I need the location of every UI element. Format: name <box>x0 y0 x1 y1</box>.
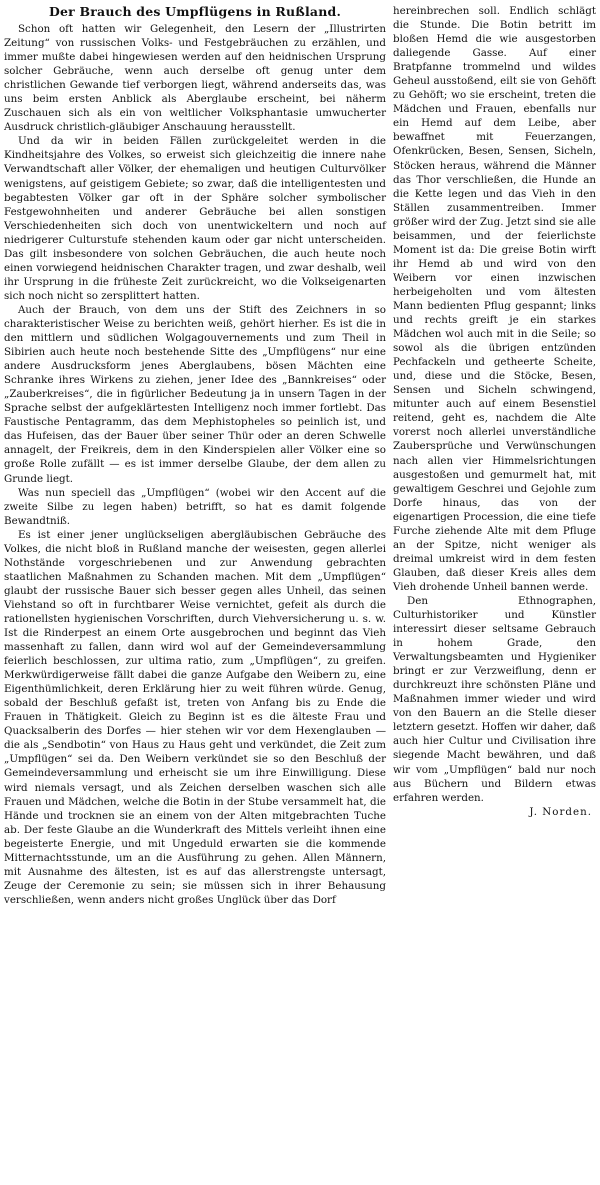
author-signature: J. Norden. <box>529 805 592 818</box>
paragraph: Und da wir in beiden Fällen zurückgeleitet werden in die Kindheitsjahre des Volkes, so erweist sich gleichzeitig die innere nahe Verwandtschaft aller Völker, der ehemaligen und heutigen Culturvölker wenigstens, auf geistigem Gebiete; so zwar, daß die intelligentesten und begabtesten Völker gar oft in der Sphäre solcher symbolischer Festgewohnheiten und anderer Gebräuche bei allen sonstigen Verschiedenheiten sich doch von unentwickeltern und noch auf niedrigerer Culturstufe stehenden kaum oder gar nicht unterscheiden. Das gilt insbesondere von solchen Gebräuchen, die auch heute noch einen vorwiegend heidnischen Charakter tragen, und zwar deshalb, weil ihr Ursprung in die früheste Zeit zurückreicht, wo die Volkseigenarten sich noch nicht so zersplittert hatten. <box>4 135 386 302</box>
article-title: Der Brauch des Umpflügens in Rußland. <box>48 4 342 19</box>
paragraph: Was nun speciell das „Umpflügen“ (wobei wir den Accent auf die zweite Silbe zu legen haben) betrifft, so hat es damit folgende Bewandtniß. <box>4 486 386 527</box>
paragraph: Es ist einer jener unglückseligen abergläubischen Gebräuche des Volkes, die nicht bloß in Rußland manche der weisesten, gegen allerlei Nothstände vorgeschriebenen und zur Anwendung gebrachten staatlichen Maßnahmen zu Schanden machen. Mit dem „Umpflügen“ glaubt der russische Bauer sich besser gegen alles Unheil, das seinen Viehstand so oft in furchtbarer Weise vernichtet, gefeit als durch die rationellsten hygienischen Vorschriften, durch Viehversicherung u. s. w. Ist die Rinderpest an einem Orte ausgebrochen und beginnt das Vieh massenhaft zu fallen, dann wird wol auf der Gemeindeversammlung feierlich beschlossen, zur ultima ratio, zum „Umpflügen“, zu greifen. Merkwürdigerweise fällt dabei die ganze Aufgabe den Weibern zu, eine Eigenthümlichkeit, deren Erklärung hier zu weit führen würde. Genug, sobald der Beschluß gefaßt ist, treten von Anfang bis zu Ende die Frauen in Thätigkeit. Gleich zu Beginn ist es die älteste Frau und Quacksalberin des Dorfes — hier stehen wir vor dem Hexenglauben — die als „Sendbotin“ von Haus zu Haus geht und verkündet, die Zeit zum „Umpflügen“ sei da. Den Weibern verkündet sie so den Beschluß der Gemeindeversammlung und erheischt sie um ihre Einwilligung. Diese wird niemals versagt, und als Zeichen derselben waschen sich alle Frauen und Mädchen, welche die Botin in der Stube versammelt hat, die Hände und trocknen sie an einem von der Alten mitgebrachten Tuche ab. Der feste Glaube an die Wunderkraft des Mittels verleiht ihnen eine begeisterte Energie, und mit Ungeduld erwarten sie die kommende Mitternachtsstunde, um an die Ausführung zu gehen. Allen Männern, mit Ausnahme des ältesten, ist es auf das allerstrengste untersagt, Zeuge der Ceremonie zu sein; sie müssen sich in ihrer Behausung verschließen, wenn anders nicht großes Unglück über das Dorf <box>4 528 386 906</box>
paragraph: Schon oft hatten wir Gelegenheit, den Lesern der „Illustrirten Zeitung“ von russischen Volks- und Festgebräuchen zu erzählen, und immer mußte dabei hingewiesen werden auf den heidnischen Ursprung solcher Gebräuche, wenn auch derselbe oft genug unter dem christlichen Gewande tief verborgen liegt, während anderseits das, was uns beim ersten Anblick als Aberglaube erscheint, bei näherm Zuschauen sich als ein von weltlicher Volksphantasie umwucherter Ausdruck christlich-gläubiger Anschauung herausstellt. <box>4 23 386 134</box>
paragraph: Den Ethnographen, Culturhistoriker und Künstler interessirt dieser seltsame Gebrauch in hohem Grade, den Verwaltungsbeamten und Hygieniker bringt er zur Verzweiflung, denn er durchkreuzt ihre schönsten Pläne und Maßnahmen immer wieder und wird von den Bauern an die Stelle dieser letztern gesetzt. Hoffen wir daher, daß auch hier Cultur und Civilisation ihre siegende Macht bewähren, und daß wir vom „Umpflügen“ bald nur noch aus Büchern und Bildern etwas erfahren werden. <box>393 594 596 804</box>
left-column <box>4 4 386 907</box>
paragraph: hereinbrechen soll. Endlich schlägt die Stunde. Die Botin betritt im bloßen Hemd die wie ausgestorben daliegende Gasse. Auf einer Bratpfanne trommelnd und wildes Geheul ausstoßend, eilt sie von Gehöft zu Gehöft; wo sie erscheint, treten die Mädchen und Frauen, ebenfalls nur ein Hemd auf dem Leibe, aber bewaffnet mit Feuerzangen, Ofenkrücken, Besen, Sensen, Sicheln, Stöcken heraus, während die Männer das Thor verschließen, die Hunde an die Kette legen und das Vieh in den Ställen zusammentreiben. Immer größer wird der Zug. Jetzt sind sie alle beisammen, und der feierlichste Moment ist da: Die greise Botin wirft ihr Hemd ab und wird von den Weibern vor einen inzwischen herbeigeholten und vom ältesten Mann bedienten Pflug gespannt; links und rechts greift je ein starkes Mädchen wol auch mit in die Seile; so sowol als die übrigen entzünden Pechfackeln und getheerte Scheite, und, diese und die Stöcke, Besen, Sensen und Sicheln schwingend, mitunter auch auf einem Besenstiel reitend, geht es, nachdem die Alte vorerst noch allerlei unverständliche Zaubersprüche und Verwünschungen nach allen vier Himmelsrichtungen ausgestoßen und gemurmelt hat, mit gewaltigem Geschrei und Gejohle zum Dorfe hinaus, das von der eigenartigen Procession, die eine tiefe Furche ziehende Alte mit dem Pfluge an der Spitze, nicht weniger als dreimal umkreist wird in dem festen Glauben, daß dieser Kreis alles dem Vieh drohende Unheil bannen werde. <box>393 5 596 593</box>
paragraph: Auch der Brauch, von dem uns der Stift des Zeichners in so charakteristischer Weise zu berichten weiß, gehört hierher. Es ist die in den mittlern und südlichen Wolgagouvernements und zum Theil in Sibirien auch heute noch bestehende Sitte des „Umpflügens“ nur eine andere Ausdrucksform jenes Aberglaubens, bösen Mächten eine Schranke ihres Wirkens zu ziehen, jener Idee des „Bannkreises“ oder „Zauberkreises“, die in figürlicher Bedeutung ja in unsern Tagen in der Sprache selbst der aufgeklärtesten Intelligenz noch immer fortlebt. Das Faustische Pentagramm, das dem Mephistopheles so peinlich ist, und das Hufeisen, das der Bauer über seiner Thür oder an deren Schwelle annagelt, der Freikreis, dem in den Kinderspielen aller Völker eine so große Rolle zufällt — es ist immer derselbe Glaube, der dem allen zu Grunde liegt. <box>4 303 386 485</box>
right-column <box>393 4 596 819</box>
